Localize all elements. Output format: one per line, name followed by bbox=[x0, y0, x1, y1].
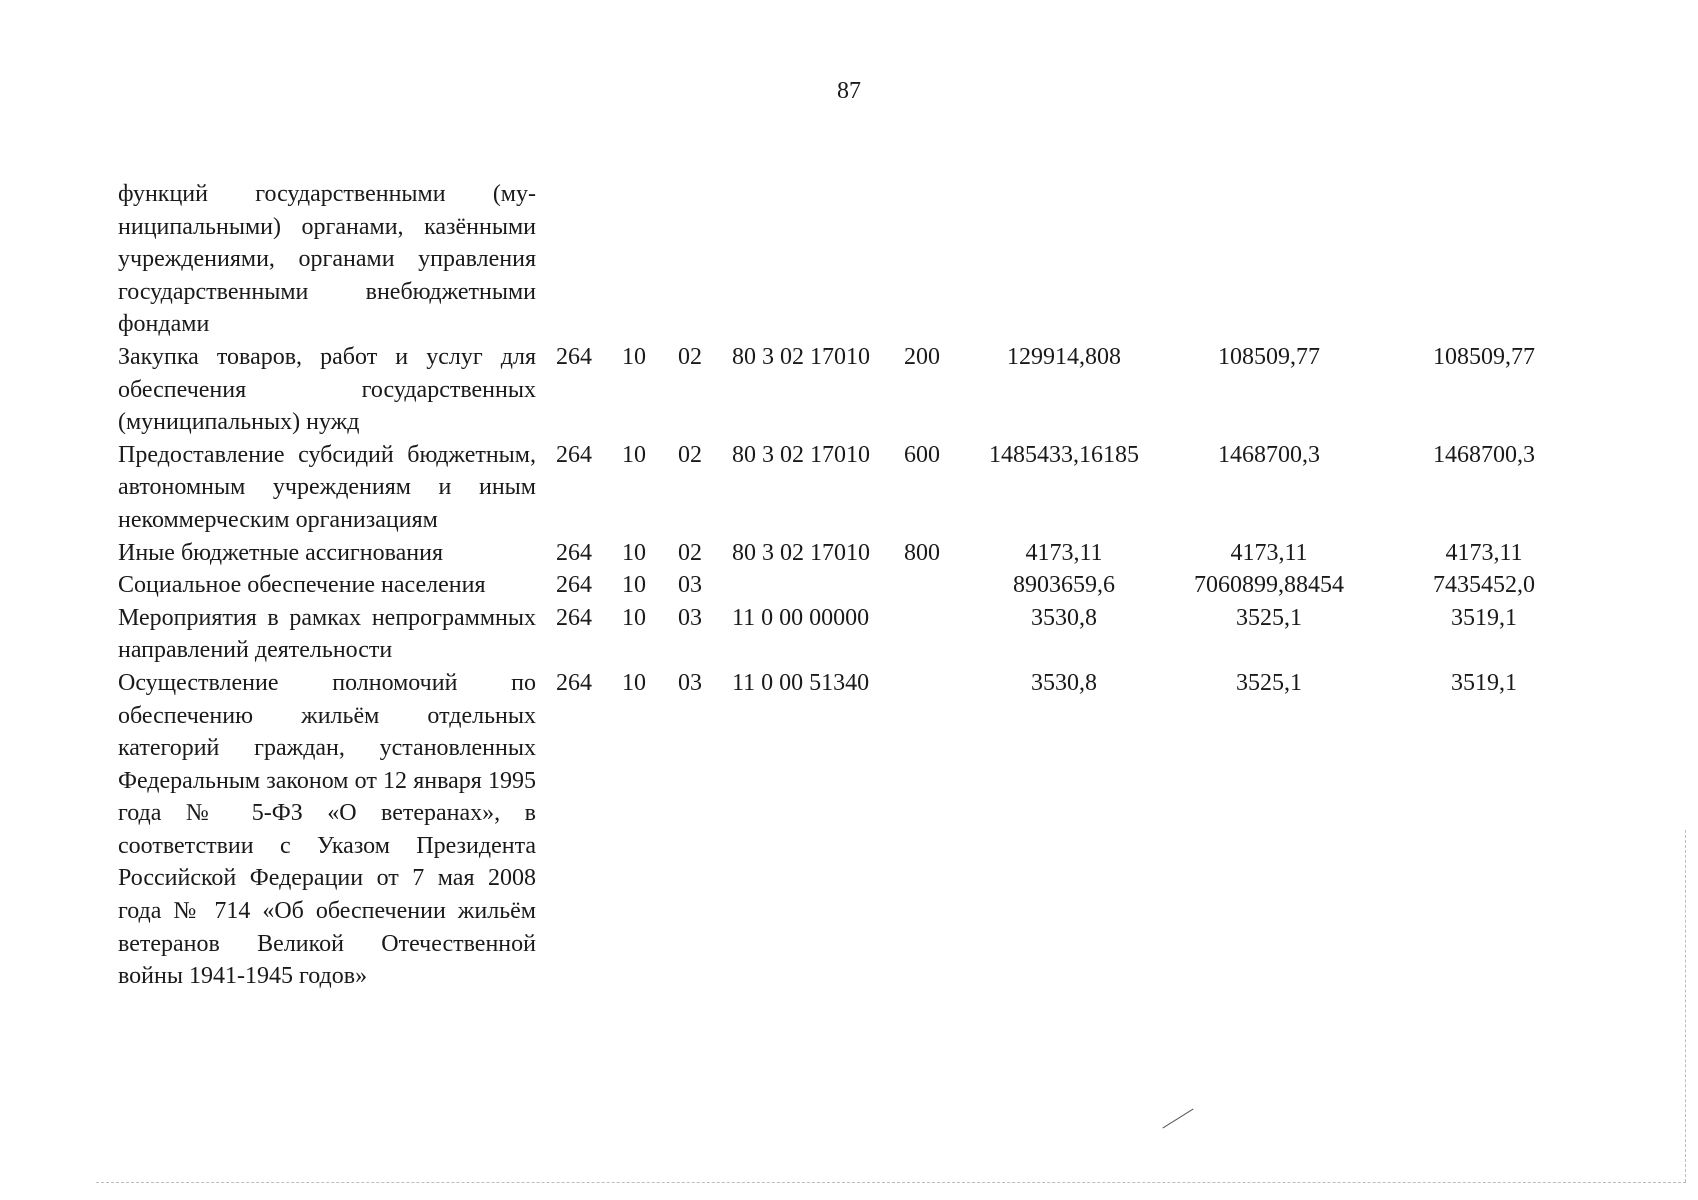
target-article-code bbox=[722, 569, 898, 602]
table-row bbox=[118, 537, 1594, 570]
table-row bbox=[118, 602, 1594, 667]
row-description: Осуществление полномочий по обеспечению жильём отдельных категорий граждан, установленных Федеральным законом от 12 января 1995 года № 5-ФЗ «О ветеранах», в соответствии с Указом Президента Российской Федерации от 7 мая 2008 года № 714 «Об обеспечении жильём ветеранов Великой Отечественной войны 1941-1945 годов» bbox=[118, 669, 536, 990]
subsection-code: 03 bbox=[678, 669, 702, 696]
subsection-code: 03 bbox=[678, 604, 702, 631]
amount-year-1: 3530,8 bbox=[1031, 669, 1097, 696]
amount-year-2: 1468700,3 bbox=[1218, 441, 1320, 468]
subsection-code: 02 bbox=[678, 441, 702, 468]
admin-code: 264 bbox=[556, 604, 592, 631]
expense-type-code: 200 bbox=[904, 343, 940, 370]
amount-year-2 bbox=[1164, 178, 1374, 341]
admin-code bbox=[540, 178, 614, 341]
budget-table bbox=[118, 178, 1594, 993]
amount-year-3: 108509,77 bbox=[1433, 343, 1535, 370]
admin-code: 264 bbox=[556, 539, 592, 566]
subsection-code: 02 bbox=[678, 539, 702, 566]
table-row bbox=[118, 439, 1594, 537]
admin-code: 264 bbox=[556, 441, 592, 468]
page-number: 87 bbox=[837, 78, 861, 104]
target-article-code: 11 0 00 51340 bbox=[732, 669, 870, 696]
row-description: Закупка товаров, работ и услуг для обеспечения государственных (муниципальных) нужд bbox=[118, 343, 536, 436]
amount-year-3: 7435452,0 bbox=[1433, 572, 1535, 599]
amount-year-2: 7060899,88454 bbox=[1194, 572, 1344, 599]
row-description: Мероприятия в рамках непрограммных направлений деятельности bbox=[118, 604, 536, 664]
subsection-code: 02 bbox=[678, 343, 702, 370]
amount-year-2: 3525,1 bbox=[1236, 669, 1302, 696]
row-description: Социальное обеспечение населения bbox=[118, 572, 486, 599]
amount-year-1: 1485433,16185 bbox=[989, 441, 1139, 468]
amount-year-3 bbox=[1374, 178, 1594, 341]
expense-type-code bbox=[898, 602, 964, 667]
row-description: функций государственными (муниципальными) органами, казёнными учреждениями, органами управления государственными внебюджетными фондами bbox=[118, 181, 536, 338]
amount-year-1: 4173,11 bbox=[1025, 539, 1103, 566]
section-code: 10 bbox=[622, 343, 646, 370]
amount-year-2: 3525,1 bbox=[1236, 604, 1302, 631]
table-row bbox=[118, 178, 1594, 341]
section-code bbox=[614, 178, 670, 341]
target-article-code: 80 3 02 17010 bbox=[732, 441, 870, 468]
admin-code: 264 bbox=[556, 572, 592, 599]
section-code: 10 bbox=[622, 539, 646, 566]
admin-code: 264 bbox=[556, 669, 592, 696]
amount-year-1: 8903659,6 bbox=[1013, 572, 1115, 599]
section-code: 10 bbox=[622, 572, 646, 599]
amount-year-1 bbox=[964, 178, 1164, 341]
amount-year-3: 3519,1 bbox=[1451, 604, 1517, 631]
section-code: 10 bbox=[622, 604, 646, 631]
scan-frame-bottom-edge bbox=[96, 1182, 1686, 1183]
scan-frame-right-edge bbox=[1685, 830, 1686, 1182]
expense-type-code: 600 bbox=[904, 441, 940, 468]
amount-year-1: 3530,8 bbox=[1031, 604, 1097, 631]
section-code: 10 bbox=[622, 441, 646, 468]
row-description: Предоставление субсидий бюджетным, автономным учреждениям и иным некоммерческим организациям bbox=[118, 441, 536, 533]
subsection-code: 03 bbox=[678, 572, 702, 599]
table-row bbox=[118, 341, 1594, 439]
target-article-code: 80 3 02 17010 bbox=[732, 343, 870, 370]
target-article-code bbox=[722, 178, 898, 341]
table-row bbox=[118, 569, 1594, 602]
amount-year-2: 4173,11 bbox=[1230, 539, 1308, 566]
amount-year-3: 1468700,3 bbox=[1433, 441, 1535, 468]
admin-code: 264 bbox=[556, 343, 592, 370]
amount-year-1: 129914,808 bbox=[1007, 343, 1121, 370]
amount-year-2: 108509,77 bbox=[1218, 343, 1320, 370]
subsection-code bbox=[670, 178, 722, 341]
expense-type-code bbox=[898, 667, 964, 993]
amount-year-3: 3519,1 bbox=[1451, 669, 1517, 696]
section-code: 10 bbox=[622, 669, 646, 696]
target-article-code: 11 0 00 00000 bbox=[732, 604, 870, 631]
target-article-code: 80 3 02 17010 bbox=[732, 539, 870, 566]
row-description: Иные бюджетные ассигнования bbox=[118, 539, 443, 566]
table-row bbox=[118, 667, 1594, 993]
pen-stroke-mark bbox=[1162, 1109, 1193, 1129]
expense-type-code: 800 bbox=[904, 539, 940, 566]
amount-year-3: 4173,11 bbox=[1445, 539, 1523, 566]
expense-type-code bbox=[898, 569, 964, 602]
expense-type-code bbox=[898, 178, 964, 341]
